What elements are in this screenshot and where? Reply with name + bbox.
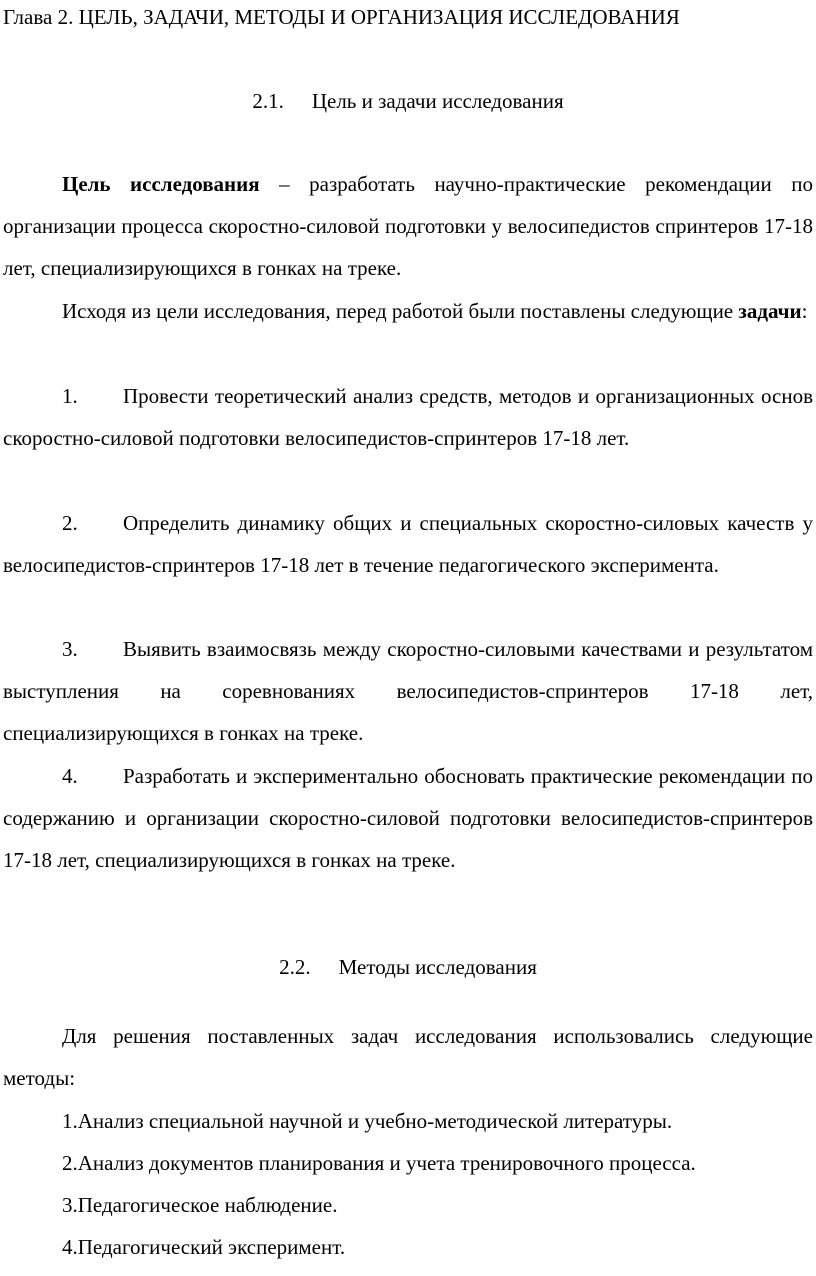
section-number: 2.2. xyxy=(279,955,311,979)
task-item xyxy=(3,755,813,881)
task-text: Провести теоретический анализ средств, методов и организационных основ скоростно-силовой подготовки велосипедистов-спринтеров 17-18 лет. xyxy=(3,384,813,450)
task-text: Разработать и экспериментально обосновать практические рекомендации по содержанию и организации скоростно-силовой подготовки велосипедистов-спринтеров 17-18 лет, специализирующихся в гонках на треке. xyxy=(3,764,813,872)
task-number: 1. xyxy=(62,384,78,408)
chapter-title: Глава 2. ЦЕЛЬ, ЗАДАЧИ, МЕТОДЫ И ОРГАНИЗАЦИЯ ИССЛЕДОВАНИЯ xyxy=(3,5,680,29)
task-number: 2. xyxy=(62,511,78,535)
task-text: Выявить взаимосвязь между скоростно-силовыми качествами и результатом выступления на соревнованиях велосипедистов-спринтеров 17-18 лет, специализирующихся в гонках на треке. xyxy=(3,637,813,745)
tasks-intro-text: Исходя из цели исследования, перед работой были поставлены следующие xyxy=(62,299,739,323)
goal-paragraph xyxy=(3,163,813,289)
task-item xyxy=(3,628,813,754)
section-heading-methods xyxy=(0,952,816,982)
goal-text: – разработать научно-практические рекомендации по организации процесса скоростно-силовой подготовки у велосипедистов спринтеров 17-18 лет, специализирующихся в гонках на треке. xyxy=(3,172,813,280)
task-number: 4. xyxy=(62,764,78,788)
task-text: Определить динамику общих и специальных скоростно-силовых качеств у велосипедистов-спринтеров 17-18 лет в течение педагогического эксперимента. xyxy=(3,511,813,577)
task-number: 3. xyxy=(62,637,78,661)
tasks-intro-paragraph xyxy=(3,290,813,332)
method-item: 2.Анализ документов планирования и учета тренировочного процесса. xyxy=(62,1151,696,1175)
task-item xyxy=(3,502,813,586)
methods-intro-paragraph: Для решения поставленных задач исследования использовались следующие методы: xyxy=(3,1024,813,1090)
task-item xyxy=(3,375,813,459)
method-item: 4.Педагогический эксперимент. xyxy=(62,1235,346,1259)
tasks-label: задачи xyxy=(738,299,802,323)
section-title: Методы исследования xyxy=(338,955,537,979)
section-number: 2.1. xyxy=(252,89,284,113)
goal-label: Цель исследования xyxy=(62,172,260,196)
tasks-intro-suffix: : xyxy=(801,299,808,323)
method-item: 1.Анализ специальной научной и учебно-методической литературы. xyxy=(62,1109,673,1133)
section-heading-goals xyxy=(0,86,816,116)
section-title: Цель и задачи исследования xyxy=(311,89,564,113)
method-item: 3.Педагогическое наблюдение. xyxy=(62,1193,338,1217)
